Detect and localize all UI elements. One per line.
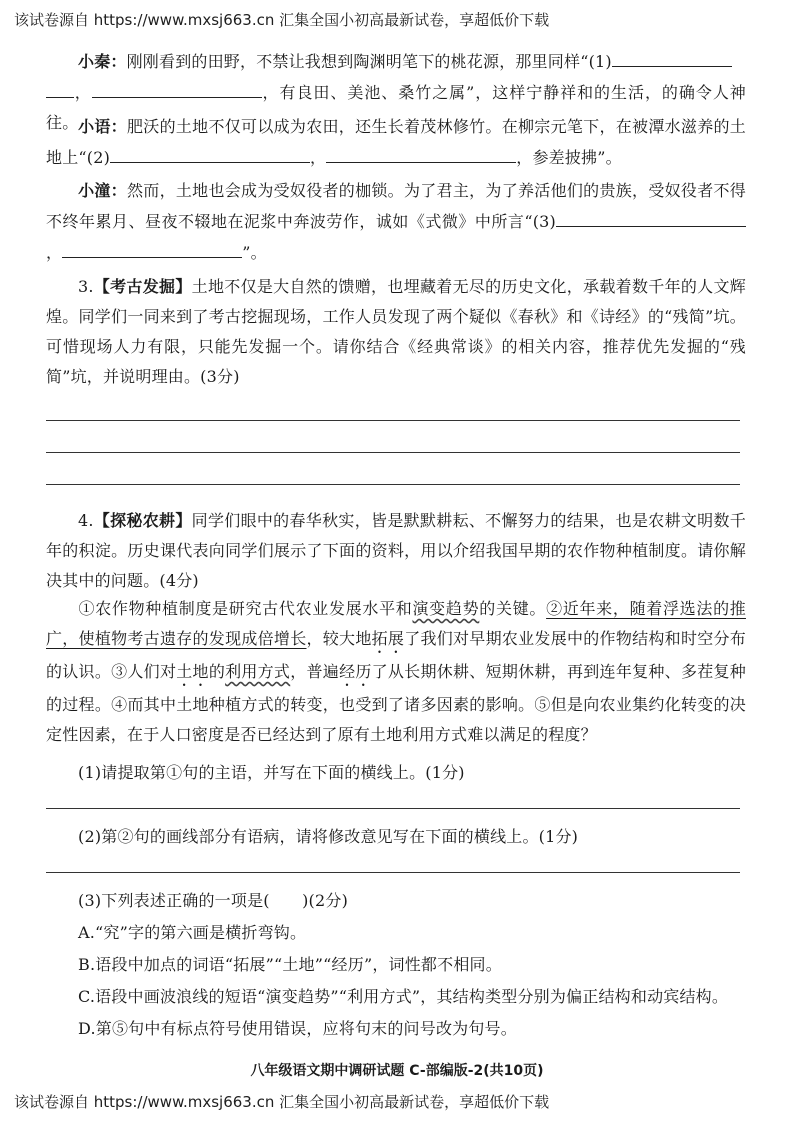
xiaoyu-text-a: 肥沃的土地不仅可以成为农田，还生长着茂林修竹。在柳宗元笔下，在被潭水滋养的土地上“(2) — [46, 117, 746, 167]
speaker-xiaoqin: 小秦： — [78, 52, 127, 71]
passage-dot-jingli: 经历 — [339, 662, 372, 681]
question-4 — [46, 506, 746, 596]
q4-sub3-text: (3)下列表述正确的一项是( )(2分) — [78, 891, 349, 910]
xiaotong-text-b: ， — [46, 243, 63, 262]
blank-3a[interactable] — [556, 206, 746, 227]
speaker-xiaotong: 小潼： — [78, 181, 127, 200]
q4-sub1-text: (1)请提取第①句的主语，并写在下面的横线上。(1分) — [78, 763, 465, 782]
q3-answer-line-1[interactable] — [46, 420, 740, 421]
q4-option-c[interactable] — [46, 982, 746, 1012]
blank-2b[interactable] — [326, 142, 516, 163]
passage-s3-c: 了从长期休耕、短期休耕，再到连年复种、多茬复种的过程。④而其中土地种植方式的转变，也受到了诸多因素的影响。⑤但是向农业集约化转变的决定性因素，在于人口密度是否已经达到了原有土地利用方式难以满足的程度？ — [46, 662, 746, 744]
q4-sub2-answer-line[interactable] — [46, 872, 740, 873]
option-c-text: C.语段中画波浪线的短语“演变趋势”“利用方式”，其结构类型分别为偏正结构和动宾结构。 — [78, 987, 729, 1006]
passage-s2-b: ，较大地 — [306, 629, 372, 648]
passage-dot-tudi: 土地 — [176, 662, 209, 681]
passage-wavy-liyong: 利用方式 — [225, 662, 291, 681]
q4-tag: 【探秘农耕】 — [93, 511, 192, 530]
option-a-text: A.“究”字的第六画是横折弯钩。 — [78, 923, 307, 942]
speaker-xiaoyu: 小语： — [78, 117, 127, 136]
xiaoyu-text-b: ， — [310, 148, 327, 167]
q4-sub2-text: (2)第②句的画线部分有语病，请将修改意见写在下面的横线上。(1分) — [78, 827, 579, 846]
blank-2a[interactable] — [110, 142, 310, 163]
q4-sub1-answer-line[interactable] — [46, 808, 740, 809]
option-b-text: B.语段中加点的词语“拓展”“土地”“经历”，词性都不相同。 — [78, 955, 502, 974]
passage-s1-b: 的关键。 — [479, 599, 547, 618]
q4-intro: 同学们眼中的春华秋实，皆是默默耕耘、不懈努力的结果，也是农耕文明数千年的积淀。历史课代表向同学们展示了下面的资料，用以介绍我国早期的农作物种植制度。请你解决其中的问题。(4分) — [46, 511, 746, 590]
passage-underlined-s2: ②近年来，随着浮选法的推广，使植物考古遗存的发现成倍增长 — [46, 599, 746, 648]
q4-number: 4. — [78, 511, 94, 530]
source-banner-top: 该试卷源自 https://www.mxsj663.cn 汇集全国小初高最新试卷，享超低价下载 — [14, 11, 550, 29]
q4-sub1 — [46, 758, 746, 788]
q4-option-a[interactable] — [46, 918, 746, 948]
passage-dot-tuozhan: 拓展 — [371, 629, 405, 648]
xiaoqin-text-a: 刚刚看到的田野，不禁让我想到陶渊明笔下的桃花源，那里同样“(1) — [126, 52, 612, 71]
xiaotong-text-c: ”。 — [242, 243, 267, 262]
passage-wavy-yanbian: 演变趋势 — [412, 599, 480, 618]
q4-passage — [46, 594, 746, 750]
option-d-text: D.第⑤句中有标点符号使用错误，应将句末的问号改为句号。 — [78, 1019, 517, 1038]
source-banner-bottom: 该试卷源自 https://www.mxsj663.cn 汇集全国小初高最新试卷，享超低价下载 — [14, 1093, 550, 1111]
q4-option-b[interactable] — [46, 950, 746, 980]
q3-answer-line-2[interactable] — [46, 452, 740, 453]
blank-1b[interactable] — [46, 77, 74, 98]
dialogue-xiaoyu — [46, 112, 746, 173]
q4-option-d[interactable] — [46, 1014, 746, 1044]
q4-sub3 — [46, 886, 746, 916]
question-3 — [46, 272, 746, 392]
passage-s2-c: 了我们对早期农业发展中的作物结构和时空分布的认识。③人们对 — [46, 629, 746, 681]
blank-3b[interactable] — [62, 237, 242, 258]
page-footer: 八年级语文期中调研试题 C-部编版-2(共10页) — [250, 1063, 544, 1079]
q3-answer-line-3[interactable] — [46, 484, 740, 485]
blank-1a[interactable] — [612, 46, 732, 67]
passage-s3-a: 的 — [208, 662, 226, 681]
dialogue-xiaoqin: 小秦：刚刚看到的田野，不禁让我想到陶渊明笔下的桃花源，那里同样“(1) ， ，有良田、美池、桑竹之属”，这样宁静祥和的生活，的确令人神往。 — [46, 46, 746, 138]
xiaoyu-text-c: ，参差披拂”。 — [516, 148, 622, 167]
q3-number: 3. — [78, 277, 94, 296]
q3-tag: 【考古发掘】 — [93, 277, 192, 296]
passage-s3-b: ，普遍 — [290, 662, 340, 681]
xiaoqin-text-b: ，有良田、美池、桑竹之属”，这样宁静祥和的生活，的确令人神往。 — [46, 83, 747, 132]
passage-s1-a: ①农作物种植制度是研究古代农业发展水平和 — [78, 599, 413, 618]
q4-sub2 — [46, 822, 746, 852]
q3-text: 土地不仅是大自然的馈赠，也埋藏着无尽的历史文化，承载着数千年的人文辉煌。同学们一同来到了考古挖掘现场，工作人员发现了两个疑似《春秋》和《诗经》的“残简”坑。可惜现场人力有限，只能先发掘一个。请你结合《经典常谈》的相关内容，推荐优先发掘的“残简”坑，并说明理由。(3分) — [46, 277, 746, 386]
xiaotong-text-a: 然而，土地也会成为受奴役者的枷锁。为了君主，为了养活他们的贵族，受奴役者不得不终年累月、昼夜不辍地在泥浆中奔波劳作，诚如《式微》中所言“(3) — [46, 181, 746, 231]
blank-1c[interactable] — [92, 77, 262, 98]
dialogue-xiaotong — [46, 176, 746, 268]
